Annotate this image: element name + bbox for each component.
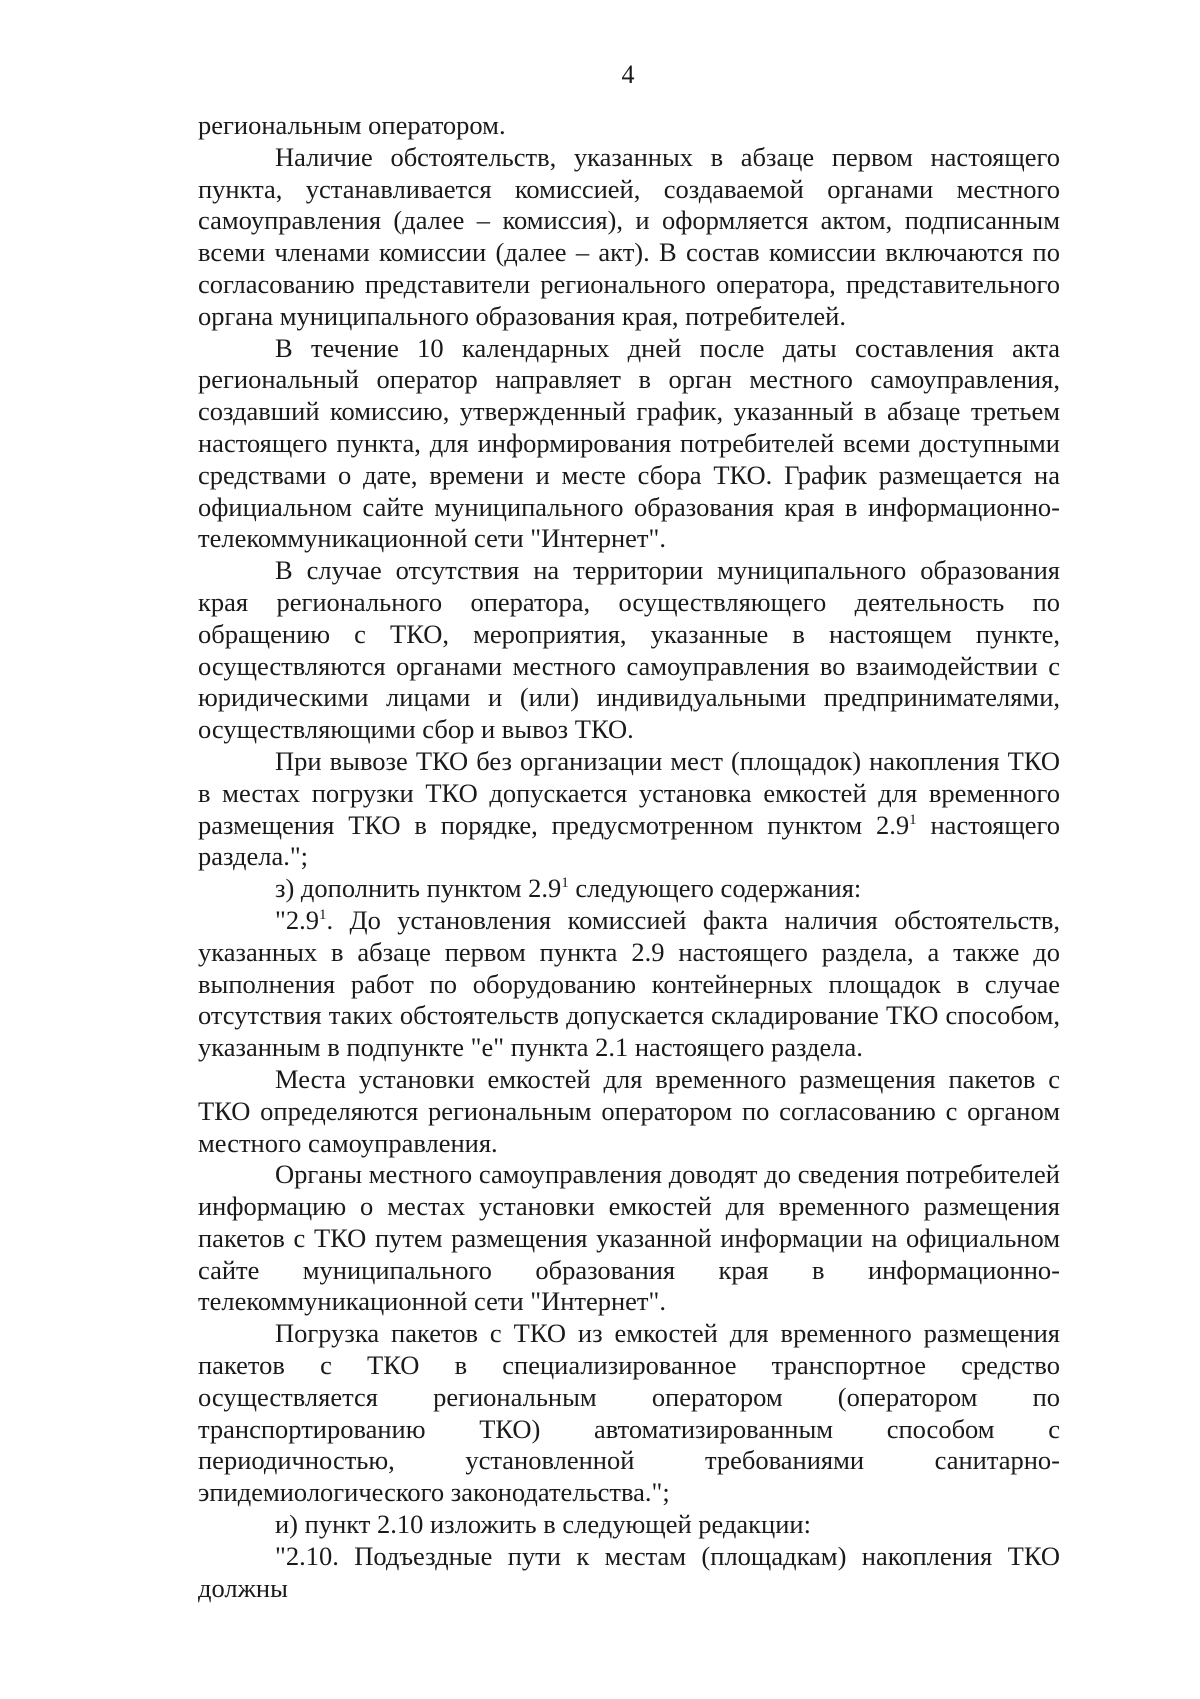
paragraph-continuation: региональным оператором.	[198, 110, 506, 140]
paragraph-no-operator: В случае отсутствия на территории муниципального образования края регионального оператора, осуществляющего деятельность по обращению с ТКО, мероприятия, указанные в настоящем пункте, осуществляются органами местного самоуправления во взаимодействии с юридическими лицами и (или) индивидуальными предпринимателями, осуществляющими сбор и вывоз ТКО.	[198, 555, 1060, 745]
superscript: 1	[561, 875, 569, 892]
paragraph-local-authorities: Органы местного самоуправления доводят до сведения потребителей информацию о местах установки емкостей для временного размещения пакетов с ТКО путем размещения указанной информации на официальном сайте муниципального образования края в информационно-телекоммуникационной сети "Интернет".	[198, 1159, 1060, 1317]
paragraph-amendment-z	[198, 873, 1060, 905]
paragraph-text: "2.9	[275, 904, 319, 935]
paragraph-loading: Погрузка пакетов с ТКО из емкостей для временного размещения пакетов с ТКО в специализированное транспортное средство осуществляется региональным оператором (оператором по транспортированию ТКО) автоматизированным способом с периодичностью, установленной требованиями санитарно-эпидемиологического законодательства.";	[198, 1318, 1060, 1508]
superscript: 1	[909, 811, 917, 828]
paragraph-amendment-i: и) пункт 2.10 изложить в следующей редакции:	[275, 1509, 811, 1540]
document-body	[198, 110, 1060, 1604]
paragraph-text: При вывозе ТКО без организации мест (площадок) накопления ТКО в местах погрузки ТКО допускается установка емкостей для временного размещения ТКО в порядке, предусмотренном пунктом 2.9	[198, 745, 1060, 840]
superscript: 1	[318, 906, 327, 923]
page-number: 4	[621, 60, 635, 89]
paragraph-text: . До установления комиссией факта наличия обстоятельств, указанных в абзаце первом пункта 2.9 настоящего раздела, а также до выполнения работ по оборудованию контейнерных площадок в случае отсутствия таких обстоятельств допускается складирование ТКО способом, указанным в подпункте "е" пункта 2.1 настоящего раздела.	[198, 904, 1060, 1063]
paragraph-clause-2-10: "2.10. Подъездные пути к местам (площадкам) накопления ТКО должны	[198, 1540, 1060, 1603]
paragraph-clause-2-9-1	[198, 905, 1060, 1064]
paragraph-text: настоящего раздела.";	[198, 809, 1060, 872]
paragraph-text: следующего содержания:	[568, 873, 862, 904]
paragraph-schedule: В течение 10 календарных дней после даты составления акта региональный оператор направляет в орган местного самоуправления, создавший комиссию, утвержденный график, указанный в абзаце третьем настоящего пункта, для информирования потребителей всеми доступными средствами о дате, времени и месте сбора ТКО. График размещается на официальном сайте муниципального образования края в информационно-телекоммуникационной сети "Интернет".	[198, 332, 1060, 554]
paragraph-commission: Наличие обстоятельств, указанных в абзаце первом настоящего пункта, устанавливается комиссией, создаваемой органами местного самоуправления (далее – комиссия), и оформляется актом, подписанным всеми членами комиссии (далее – акт). В состав комиссии включаются по согласованию представители регионального оператора, представительного органа муниципального образования края, потребителей.	[198, 141, 1060, 331]
paragraph-text: з) дополнить пунктом 2.9	[275, 873, 562, 904]
paragraph-container-locations: Места установки емкостей для временного размещения пакетов с ТКО определяются региональным оператором по согласованию с органом местного самоуправления.	[198, 1063, 1060, 1158]
paragraph-temporary-containers	[198, 746, 1060, 873]
